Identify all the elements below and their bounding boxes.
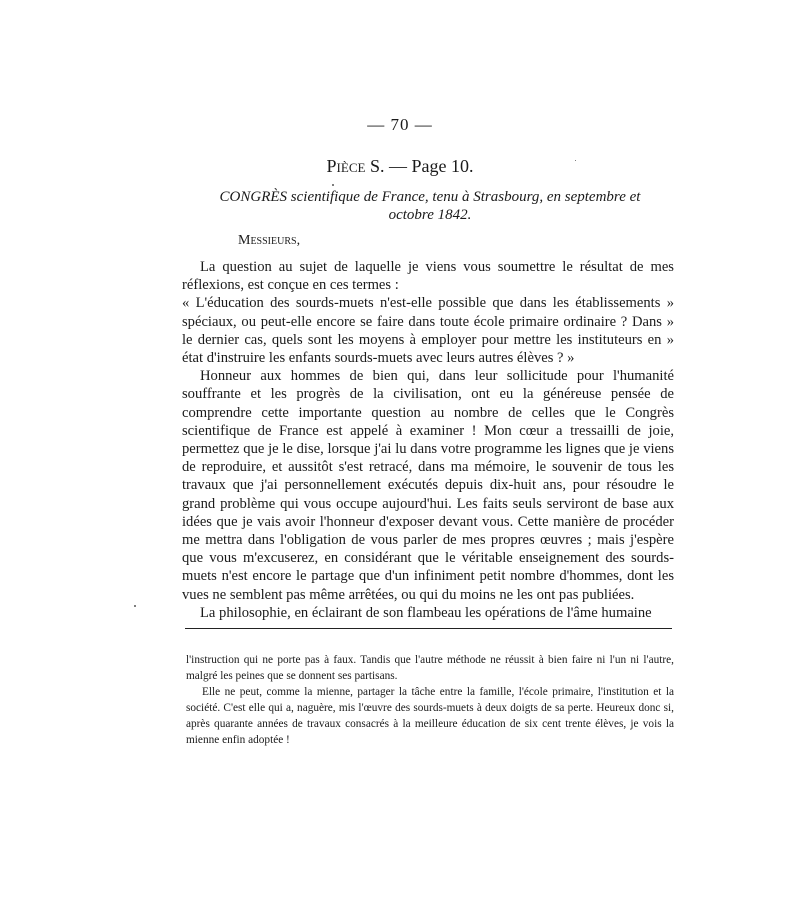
- salutation: Messieurs,: [238, 233, 301, 248]
- footnote-paragraph: l'instruction qui ne porte pas à faux. Tandis que l'autre méthode ne réussit à bien faire ni l'un ni l'autre, malgré les peines que se donnent ses partisans.: [186, 654, 674, 682]
- ink-speck: [332, 184, 334, 186]
- footnotes: [186, 652, 674, 748]
- subtitle-line: CONGRÈS scientifique de France, tenu à Strasbourg, en septembre et: [219, 189, 641, 205]
- footnote-divider: [185, 628, 672, 629]
- congress-subtitle: [180, 188, 680, 224]
- body-paragraph: Honneur aux hommes de bien qui, dans leur sollicitude pour l'humanité souffrante et les progrès de la civilisation, ont eu la généreuse pensée de comprendre cette importante question au nombre de celles que le Congrès scientifique de France est appelé à examiner ! Mon cœur a tressailli de joie, permettez que je le dise, lorsque j'ai lu dans votre programme les lignes que je viens de reproduire, et aussitôt s'est retracé, dans ma mémoire, le souvenir de tous les travaux que j'ai personnellement exécutés depuis dix-huit ans, pour résoudre le grand problème qui vous occupe aujourd'hui. Les faits seuls serviront de base aux idées que je vais avoir l'honneur d'exposer devant vous. Cette manière de procéder me mettra dans l'obligation de vous parler de mes propres œuvres ; mais j'espère que vous m'excuserez, en considérant que le véritable enseignement des sourds-muets n'est encore le partage que d'un infiniment petit nombre d'hommes, dont les vues ne semblent pas même arrêtées, ou qui du moins ne les ont pas publiées.: [182, 368, 674, 603]
- body-paragraph: La question au sujet de laquelle je viens vous soumettre le résultat de mes réflexions, est conçue en ces termes :: [182, 259, 674, 294]
- ink-speck: [134, 605, 136, 607]
- footnote-paragraph: Elle ne peut, comme la mienne, partager la tâche entre la famille, l'école primaire, l'institution et la société. C'est elle qui a, naguère, mis l'œuvre des sourds-muets à deux doigts de sa perte. Heureux donc si, après quarante années de travaux consacrés à la meilleure éducation de six cent trente élèves, je vois la mienne enfin adoptée !: [186, 686, 674, 746]
- subtitle-line: octobre 1842.: [388, 207, 472, 223]
- heading-label: Pièce S.: [326, 156, 385, 176]
- body-paragraph: La philosophie, en éclairant de son flambeau les opérations de l'âme humaine: [200, 604, 652, 621]
- heading-page-ref: — Page 10.: [384, 156, 474, 176]
- ink-speck: [575, 160, 576, 161]
- page-number: — 70 —: [367, 115, 433, 134]
- body-text: [182, 258, 674, 622]
- quoted-question: « L'éducation des sourds-muets n'est-elle possible que dans les établissements » spéciaux, ou peut-elle encore se faire dans toute école primaire ordinaire ? Dans » le dernier cas, quels sont les moyens à employer pour mettre les instituteurs en » état d'instruire les enfants sourds-muets avec leurs autres élèves ? »: [182, 295, 674, 367]
- section-heading: [0, 156, 800, 177]
